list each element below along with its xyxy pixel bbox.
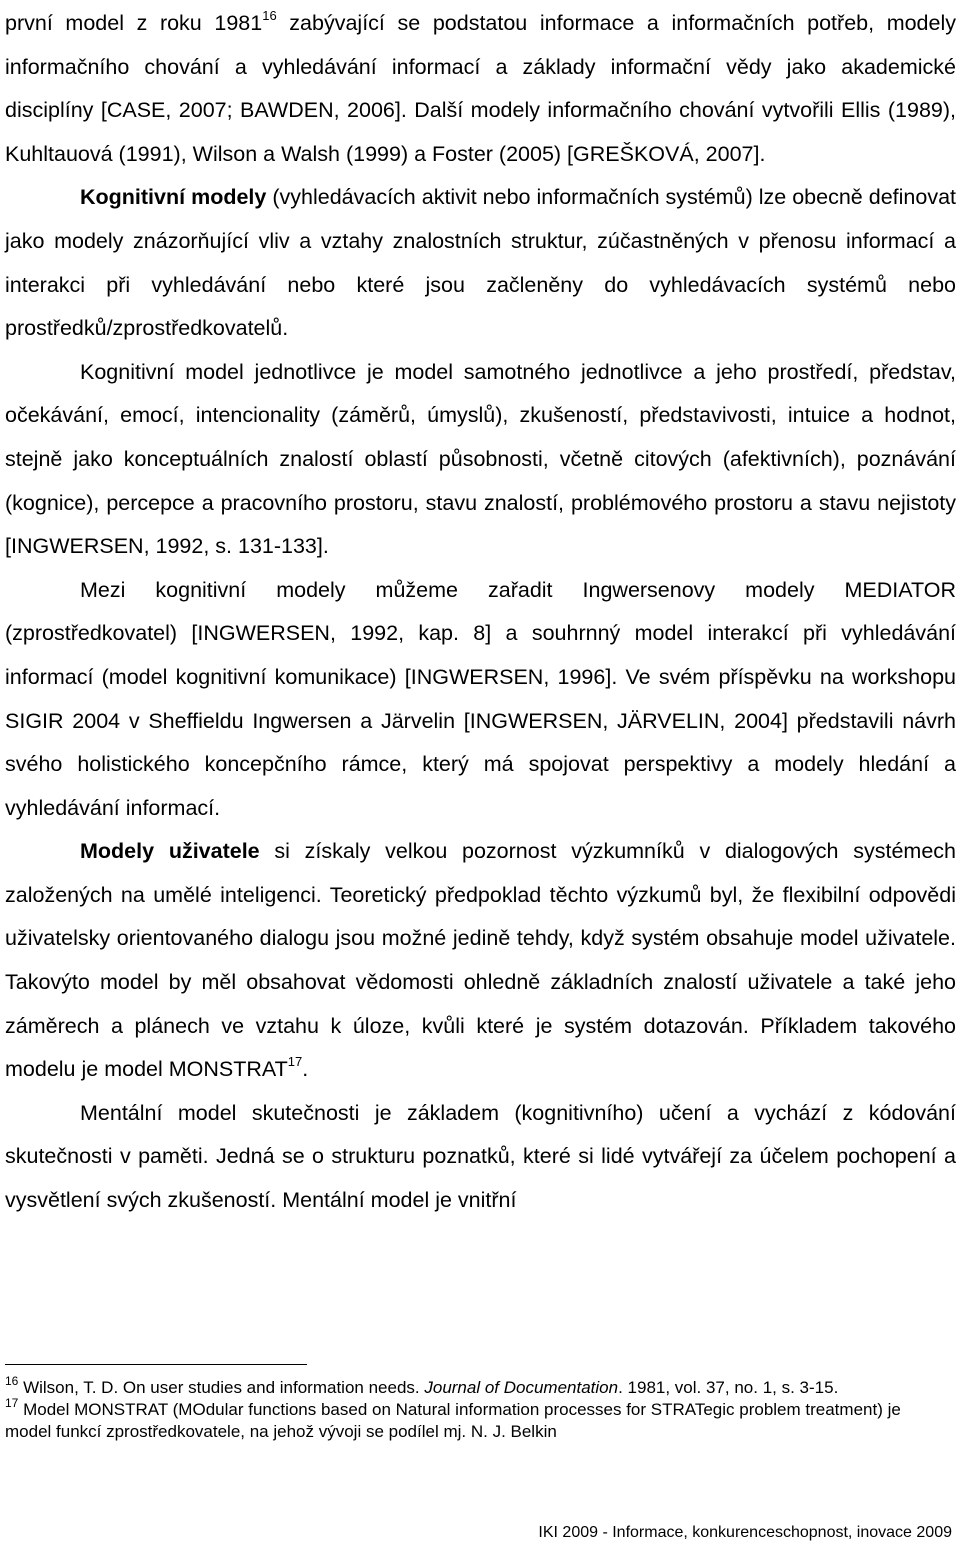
footnote-number-16: 16 (5, 1374, 19, 1389)
footnote-16-text: Wilson, T. D. On user studies and information needs. (18, 1378, 425, 1397)
term-cognitive-models: Kognitivní modely (80, 185, 267, 210)
footnotes (5, 1374, 950, 1443)
footnote-16 (5, 1374, 950, 1399)
footnote-17-text: Model MONSTRAT (MOdular functions based on Natural information processes for STRATegic problem treatment) je model funkcí zprostředkovatele, na jehož vývoji se podílel mj. N. J. Belkin (5, 1400, 901, 1441)
term-user-models: Modely uživatele (80, 839, 260, 864)
paragraph-4-text: Mezi kognitivní modely můžeme zařadit Ingwersenovy modely MEDIATOR (zprostředkovatel) [INGWERSEN, 1992, kap. 8] a souhrnný model interakcí při vyhledávání informací (model kognitivní komunikace) [INGWERSEN, 1996]. Ve svém příspěvku na workshopu SIGIR 2004 v Sheffieldu Ingwersen a Järvelin [INGWERSEN, JÄRVELIN, 2004] představili návrh svého holistického koncepčního rámce, který má spojovat perspektivy a modely hledání a vyhledávání informací. (5, 577, 956, 820)
paragraph-2 (5, 176, 956, 350)
paragraph-3-text: Kognitivní model jednotlivce je model samotného jednotlivce a jeho prostředí, představ, očekávání, emocí, intencionality (záměrů, úmyslů), zkušeností, představivosti, intuice a hodnot, stejně jako konceptuálních znalostí oblastí působnosti, včetně citových (afektivních), poznávání (kognice), percepce a pracovního prostoru, stavu znalostí, problémového prostoru a stavu nejistoty [INGWERSEN, 1992, s. 131-133]. (5, 359, 956, 559)
footnote-separator (5, 1364, 307, 1365)
paragraph-1 (5, 2, 956, 176)
paragraph-6 (5, 1092, 956, 1223)
paragraph-1-rest: zabývající se podstatou informace a informačních potřeb, modely informačního chování a vyhledávání informací a základy informační vědy jako akademické disciplíny [CASE, 2007; BAWDEN, 2006]. Další modely informačního chování vytvořili Ellis (1989), Kuhltauová (1991), Wilson a Walsh (1999) a Foster (2005) [GREŠKOVÁ, 2007]. (5, 11, 957, 166)
paragraph-4 (5, 569, 956, 831)
paragraph-6-text: Mentální model skutečnosti je základem (kognitivního) učení a vychází z kódování skutečnosti v paměti. Jedná se o strukturu poznatků, které si lidé vytvářejí za účelem pochopení a vysvětlení svých zkušeností. Mentální model je vnitřní (5, 1100, 956, 1213)
paragraph-1-start: první model z roku 1981 (5, 11, 263, 35)
footnote-17 (5, 1396, 950, 1443)
paragraph-3 (5, 351, 956, 569)
paragraph-5 (5, 830, 956, 1092)
footnote-16-citation: . 1981, vol. 37, no. 1, s. 3-15. (618, 1378, 839, 1397)
page-footer: IKI 2009 - Informace, konkurenceschopnost, inovace 2009 (538, 1524, 952, 1541)
body-text (5, 2, 956, 1223)
journal-title: Journal of Documentation (424, 1378, 619, 1397)
footnote-ref-16[interactable]: 16 (262, 7, 277, 23)
paragraph-5-end: . (302, 1057, 309, 1082)
paragraph-5-text: si získaly velkou pozornost výzkumníků v dialogových systémech založených na umělé inteligenci. Teoretický předpoklad těchto výzkumů byl, že flexibilní odpovědi uživatelsky orientovaného dialogu jsou možné jedině tehdy, když systém obsahuje model uživatele. Takovýto model by měl obsahovat vědomosti ohledně základních znalostí uživatele a také jeho záměrech a plánech ve vztahu k úloze, kvůli které je systém dotazován. Příkladem takového modelu je model MONSTRAT (5, 839, 956, 1082)
footnote-number-17: 17 (5, 1396, 19, 1411)
footnote-ref-17[interactable]: 17 (287, 1054, 303, 1070)
paragraph-2-text: (vyhledávacích aktivit nebo informačních systémů) lze obecně definovat jako modely znázorňující vliv a vztahy znalostních struktur, zúčastněných v přenosu informací a interakci při vyhledávání nebo které jsou začleněny do vyhledávacích systémů nebo prostředků/zprostředkovatelů. (5, 185, 956, 341)
